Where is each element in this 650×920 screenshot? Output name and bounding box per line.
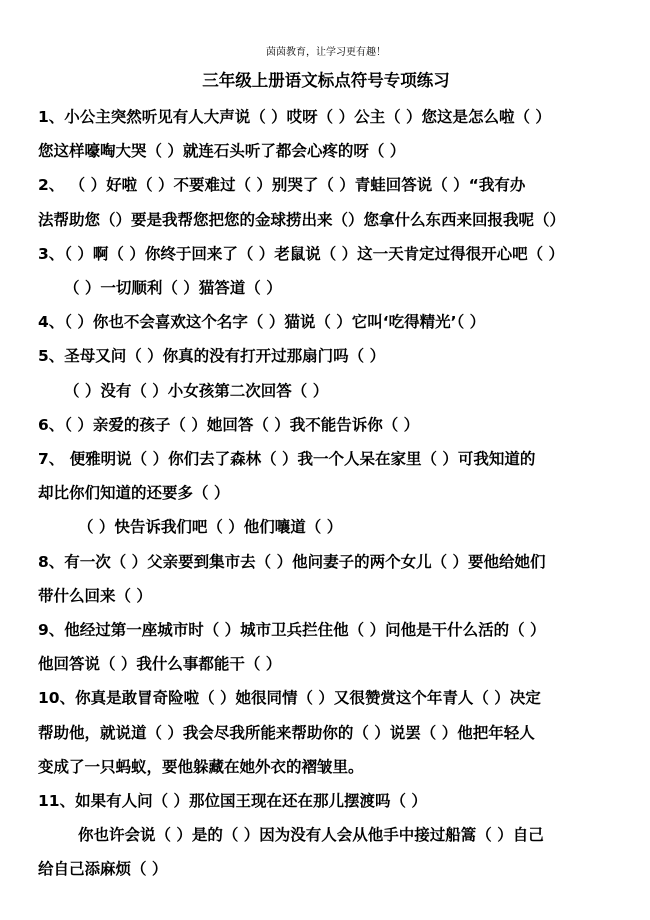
exercise-line: 却比你们知道的还要多（ ） bbox=[38, 484, 230, 503]
exercise-line: 8、有一次（ ）父亲要到集市去（ ）他问妻子的两个女儿（ ）要他给她们 bbox=[38, 552, 546, 571]
exercise-line: （ ）一切顺利（ ）猫答道（ ） bbox=[64, 279, 282, 298]
exercise-line: （ ）没有（ ）小女孩第二次回答（ ） bbox=[64, 381, 329, 400]
exercise-line: 帮助他，就说道（ ）我会尽我所能来帮助你的（ ）说罢（ ）他把年轻人 bbox=[38, 723, 535, 742]
exercise-line: 法帮助您（）要是我帮您把您的金球捞出来（）您拿什么东西来回报我呢（） bbox=[38, 210, 566, 229]
exercise-line: 7、 便雅明说（ ）你们去了森林（ ）我一个人呆在家里（ ）可我知道的 bbox=[38, 450, 536, 469]
exercise-line: 变成了一只蚂蚁，要他躲藏在她外衣的褶皱里。 bbox=[38, 757, 364, 776]
exercise-line: （ ）快告诉我们吧（ ）他们嚷道（ ） bbox=[78, 518, 343, 537]
exercise-line: 带什么回来（ ） bbox=[38, 586, 152, 605]
exercise-line: 他回答说（ ）我什么事都能干（ ） bbox=[38, 655, 282, 674]
exercise-line: 9、他经过第一座城市时（ ）城市卫兵拦住他（ ）问他是干什么活的（ ） bbox=[38, 621, 546, 640]
exercise-line: 4、（ ）你也不会喜欢这个名字（ ）猫说（ ）它叫‘吃得精光’（ ） bbox=[38, 313, 486, 332]
exercise-line: 您这样嚎啕大哭（ ）就连石头听了都会心疼的呀（ ） bbox=[38, 142, 406, 161]
exercise-line: 1、小公主突然听见有人大声说（ ）哎呀（ ）公主（ ）您这是怎么啦（ ） bbox=[38, 108, 551, 126]
exercise-line: 2、 （ ）好啦（ ）不要难过（ ）别哭了（ ）青蛙回答说（ ）“我有办 bbox=[38, 176, 526, 195]
exercise-line: 3、（ ）啊（ ）你终于回来了（ ）老鼠说（ ）这一天肯定过得很开心吧（ ） bbox=[38, 244, 565, 263]
exercise-list bbox=[38, 100, 614, 887]
exercise-line: 10、你真是敢冒奇险啦（ ）她很同情（ ）又很赞赏这个年青人（ ）决定 bbox=[38, 689, 541, 708]
exercise-line: 6、（ ）亲爱的孩子（ ）她回答（ ）我不能告诉你（ ） bbox=[38, 415, 420, 434]
exercise-line: 5、圣母又问（ ）你真的没有打开过那扇门吗（ ） bbox=[38, 347, 386, 366]
header-slogan: 茵茵教育，让学习更有趣！ bbox=[266, 47, 386, 58]
exercise-line: 你也许会说（ ）是的（ ）因为没有人会从他手中接过船篙（ ）自己 bbox=[78, 826, 544, 845]
exercise-line: 给自己添麻烦（ ） bbox=[38, 860, 168, 879]
exercise-line: 11、如果有人问（ ）那位国王现在还在那儿摆渡吗（ ） bbox=[38, 792, 427, 811]
page-title: 三年级上册语文标点符号专项练习 bbox=[202, 71, 450, 90]
